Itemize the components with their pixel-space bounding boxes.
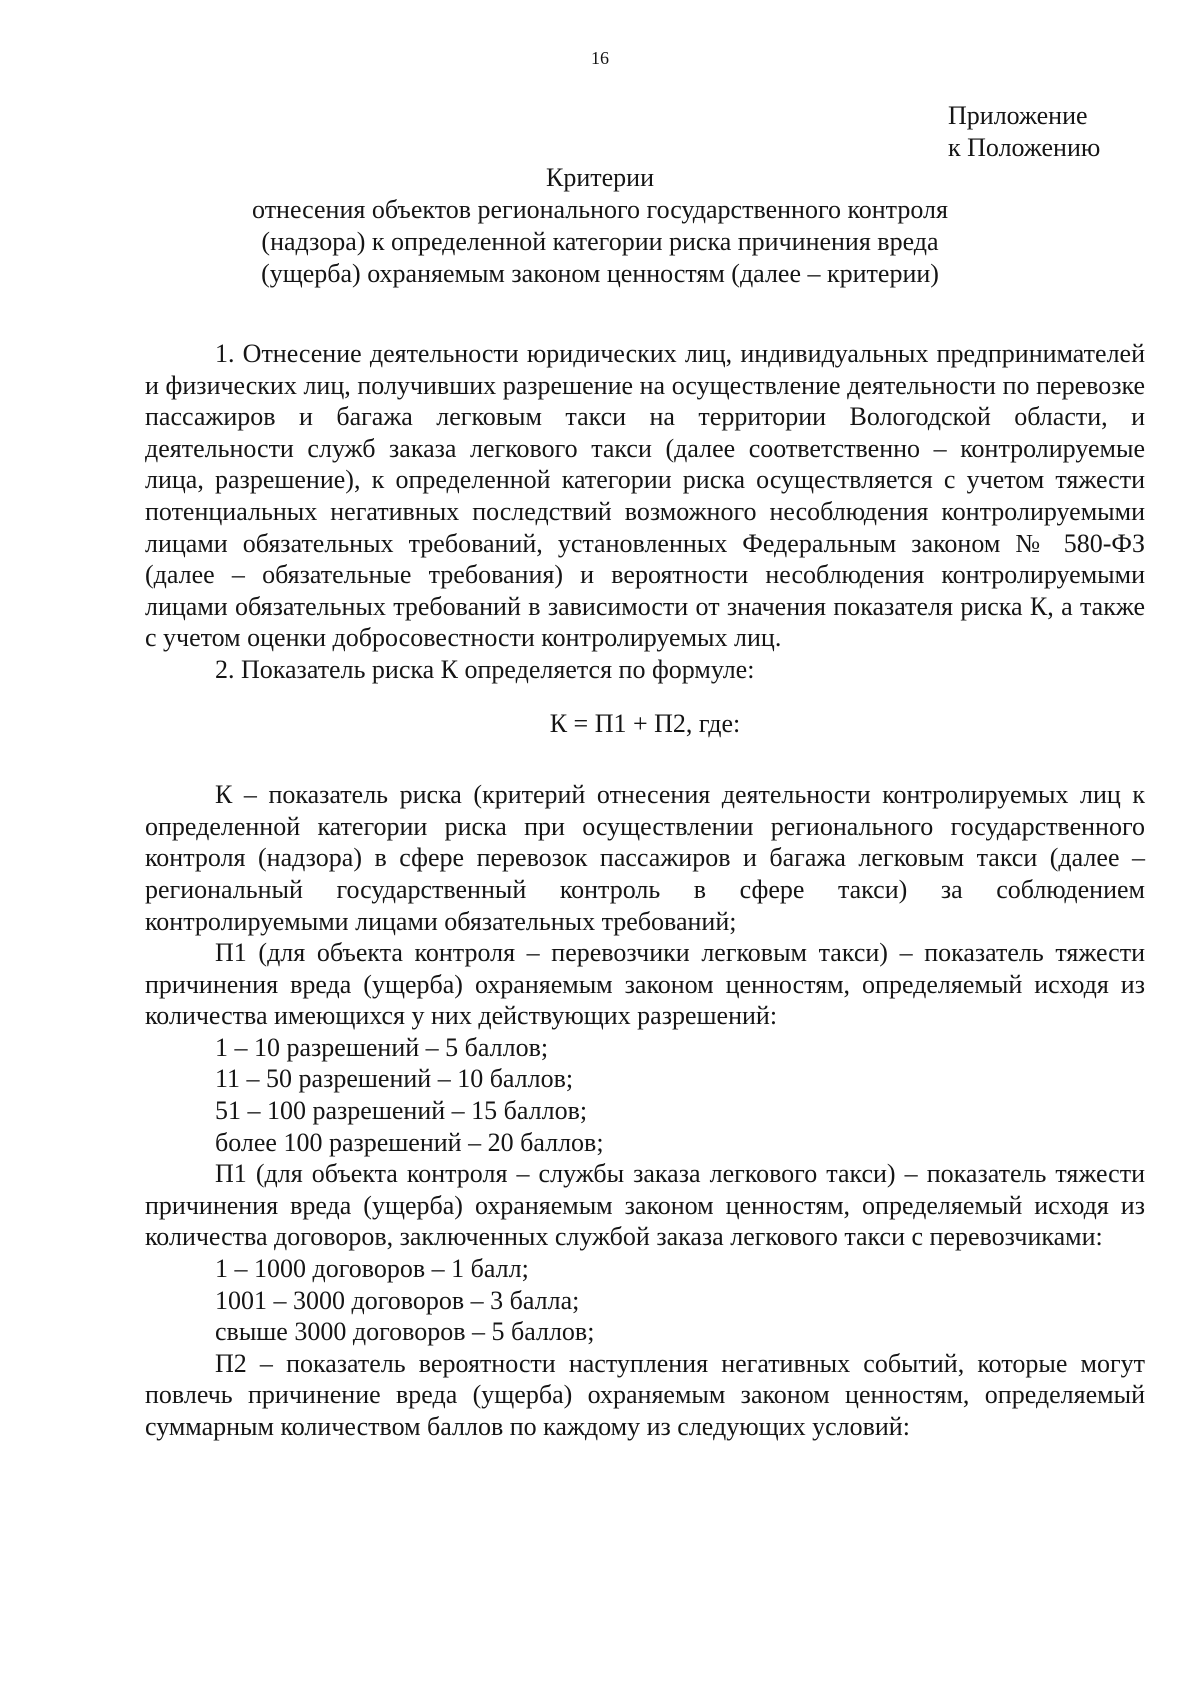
paragraph-p2-definition: П2 – показатель вероятности наступления негативных событий, которые могут повлечь причинение вреда (ущерба) охраняемым законом ценностям, определяемый суммарным количеством баллов по каждому из следующих условий:: [145, 1348, 1145, 1441]
risk-formula: К = П1 + П2, где:: [549, 708, 741, 738]
document-title: [150, 162, 1050, 290]
title-line-2: отнесения объектов регионального государственного контроля: [252, 195, 948, 224]
appendix-heading: [948, 100, 1100, 164]
list-item: свыше 3000 договоров – 5 баллов;: [215, 1317, 595, 1347]
list-item: 11 – 50 разрешений – 10 баллов;: [215, 1064, 574, 1094]
title-line-1: Критерии: [546, 163, 654, 192]
document-body: [145, 338, 1145, 1443]
list-item: более 100 разрешений – 20 баллов;: [215, 1127, 604, 1157]
appendix-line-2: к Положению: [948, 133, 1101, 162]
paragraph-p1-carriers: П1 (для объекта контроля – перевозчики легковым такси) – показатель тяжести причинения вреда (ущерба) охраняемым законом ценностям, определяемый исходя из количества имеющихся у них действующих разрешений:: [145, 938, 1145, 1031]
list-item: 1001 – 3000 договоров – 3 балла;: [215, 1285, 580, 1315]
list-item: 1 – 1000 договоров – 1 балл;: [215, 1254, 529, 1284]
title-line-3: (надзора) к определенной категории риска причинения вреда: [261, 227, 939, 256]
title-line-4: (ущерба) охраняемым законом ценностям (далее – критерии): [261, 259, 939, 288]
paragraph-k-definition: К – показатель риска (критерий отнесения деятельности контролируемых лиц к определенной категории риска при осуществлении регионального государственного контроля (надзора) в сфере перевозок пассажиров и багажа легковым такси (далее – региональный государственный контроль в сфере такси) за соблюдением контролируемыми лицами обязательных требований;: [145, 780, 1145, 936]
page-number: 16: [591, 48, 609, 68]
list-item: 51 – 100 разрешений – 15 баллов;: [215, 1096, 588, 1126]
list-item: 1 – 10 разрешений – 5 баллов;: [215, 1032, 549, 1062]
appendix-line-1: Приложение: [948, 101, 1088, 130]
paragraph-2: 2. Показатель риска К определяется по формуле:: [215, 654, 755, 684]
paragraph-p1-services: П1 (для объекта контроля – службы заказа легкового такси) – показатель тяжести причинения вреда (ущерба) охраняемым законом ценностям, определяемый исходя из количества договоров, заключенных службой заказа легкового такси с перевозчиками:: [145, 1159, 1145, 1252]
paragraph-1: 1. Отнесение деятельности юридических лиц, индивидуальных предпринимателей и физических лиц, получивших разрешение на осуществление деятельности по перевозке пассажиров и багажа легковым такси на территории Вологодской области, и деятельности служб заказа легкового такси (далее соответственно – контролируемые лица, разрешение), к определенной категории риска осуществляется с учетом тяжести потенциальных негативных последствий возможного несоблюдения контролируемыми лицами обязательных требований, установленных Федеральным законом № 580-ФЗ (далее – обязательные требования) и вероятности несоблюдения контролируемыми лицами обязательных требований в зависимости от значения показателя риска К, а также с учетом оценки добросовестности контролируемых лиц.: [145, 339, 1145, 653]
